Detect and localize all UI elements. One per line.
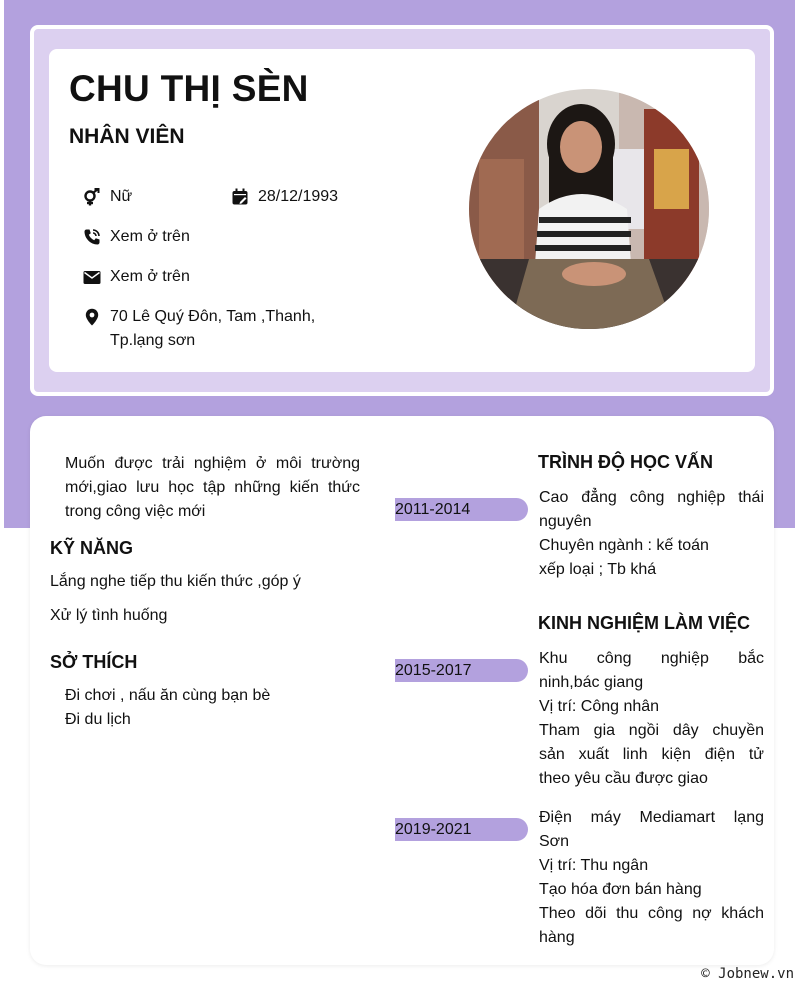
company-line1: Khu công nghiệp bắc: [539, 650, 764, 667]
school-name-line1: Cao đẳng công nghiệp thái: [539, 489, 764, 506]
email-text: Xem ở trên: [110, 268, 190, 285]
job-desc-line3: theo yêu cầu được giao: [539, 770, 708, 787]
experience-years-badge: 2019-2021: [395, 818, 528, 841]
career-objective: Muốn được trải nghiệm ở môi trường mới,giao lưu học tập những kiến thức trong công việc mới: [65, 455, 360, 520]
experience-entry: [539, 806, 764, 950]
skill-item: Lắng nghe tiếp thu kiến thức ,góp ý: [50, 573, 301, 590]
education-grade: xếp loại ; Tb khá: [539, 561, 657, 578]
phone-text: Xem ở trên: [110, 228, 190, 245]
birthday-text: 28/12/1993: [258, 188, 339, 205]
portrait-illustration: [469, 89, 709, 329]
job-role: Vị trí: Công nhân: [539, 698, 660, 715]
address-line2: Tp.lạng sơn: [110, 332, 196, 349]
company-line2: Sơn: [539, 833, 570, 850]
school-name-line2: nguyên: [539, 513, 592, 530]
job-role: Vị trí: Thu ngân: [539, 857, 649, 874]
gender-text: Nữ: [110, 188, 133, 205]
hobby-item: Đi du lịch: [65, 711, 131, 728]
education-entry: [539, 486, 764, 582]
job-desc-line2: sản xuất linh kiện điện tử: [539, 746, 764, 763]
calendar-icon: [231, 188, 249, 206]
experience-title: KINH NGHIỆM LÀM VIỆC: [538, 613, 751, 633]
skills-title: KỸ NĂNG: [50, 538, 134, 558]
education-title: TRÌNH ĐỘ HỌC VẤN: [538, 452, 713, 472]
job-desc-line2: Theo dõi thu công nợ khách: [539, 905, 764, 922]
avatar-photo: [469, 89, 709, 329]
job-desc-line1: Tham gia ngồi dây chuyền: [539, 722, 764, 739]
experience-years-badge: 2015-2017: [395, 659, 528, 682]
candidate-name: CHU THỊ SÈN: [69, 68, 309, 109]
phone-icon: [83, 228, 101, 246]
copyright-text: © Jobnew.vn: [701, 966, 794, 982]
education-years-badge: 2011-2014: [395, 498, 528, 521]
company-line1: Điện máy Mediamart lạng: [539, 809, 764, 826]
hobbies-title: SỞ THÍCH: [50, 652, 138, 672]
experience-entry: [539, 647, 764, 791]
job-desc-line3: hàng: [539, 929, 575, 946]
location-pin-icon: [83, 308, 101, 326]
address-line1: 70 Lê Quý Đôn, Tam ,Thanh,: [110, 308, 316, 325]
candidate-position: NHÂN VIÊN: [69, 125, 185, 148]
job-desc-line1: Tạo hóa đơn bán hàng: [539, 881, 702, 898]
gender-icon: [83, 188, 101, 206]
mail-icon: [83, 268, 101, 286]
company-line2: ninh,bác giang: [539, 674, 644, 691]
skill-item: Xử lý tình huống: [50, 607, 168, 624]
hobby-item: Đi chơi , nấu ăn cùng bạn bè: [65, 687, 271, 704]
education-major: Chuyên ngành : kế toán: [539, 537, 709, 554]
